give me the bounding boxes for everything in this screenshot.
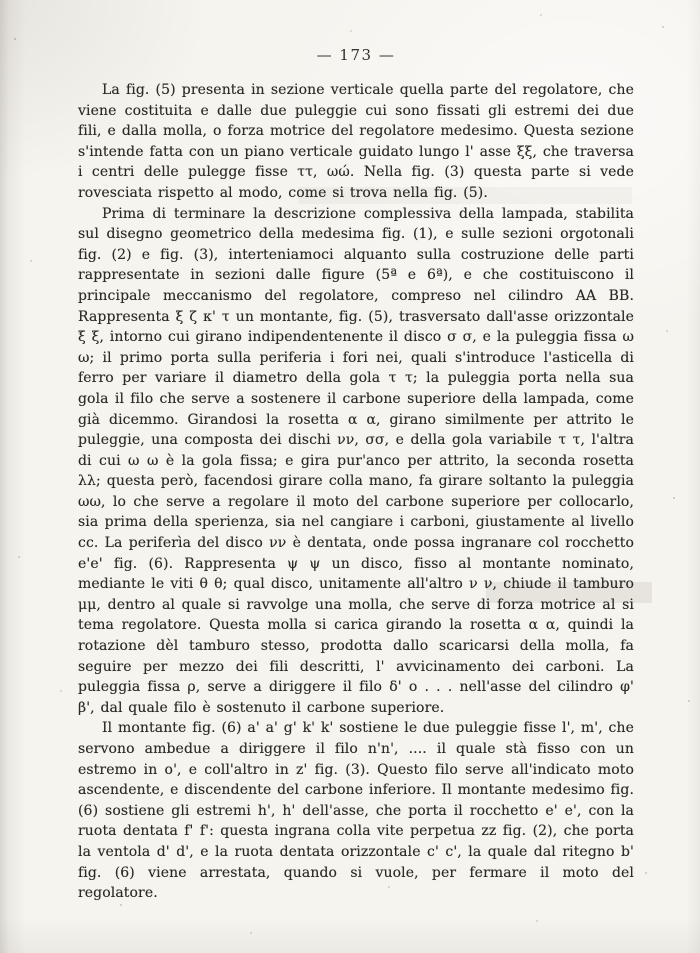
page-header [78,46,634,64]
text-block [78,80,634,904]
paper-speckles [0,0,2,2]
paragraph-2: Prima di terminare la descrizione complessiva della lampada, stabilita sul disegno geometrico della medesima fig. (1), e sulle sezioni orgotonali fig. (2) e fig. (3), interteniamoci alquanto sulla costruzione delle parti rappresentate in sezioni dalle figure (5ª e 6ª), e che costituiscono il principale meccanismo del regolatore, compreso nel cilindro AA BB. Rappresenta ξ ζ κ' τ un montante, fig. (5), trasversato dall'asse orizzontale ξ ξ, intorno cui girano indipendentenente il disco σ σ, e la puleggia fissa ω ω; il primo porta sulla periferia i fori nei, quali s'introduce l'asticella di ferro per variare il diametro della gola τ τ; la puleggia porta nella sua gola il filo che serve a sostenere il carbone superiore della lampada, come già dicemmo. Girandosi la rosetta α α, girano similmente per attrito le puleggie, una composta dei dischi νν, σσ, e della gola variabile τ τ, l'altra di cui ω ω è la gola fissa; e gira pur'anco per attrito, la seconda rosetta λλ; questa però, facendosi girare colla mano, fa girare soltanto la puleggia ωω, lo che serve a regolare il moto del carbone superiore per collocarlo, sia prima della sperienza, sia nel cangiare i carboni, giustamente al livello cc. La periferìa del disco νν è dentata, onde possa ingranare col rocchetto e'e' fig. (6). Rappresenta ψ ψ un disco, fisso al montante nominato, mediante le viti θ θ; qual disco, unitamente all'altro ν ν, chiude il tamburo μμ, dentro al quale si ravvolge una molla, che serve di forza motrice al si tema regolatore. Questa molla si carica girando la rosetta α α, quindi la rotazione dèl tamburo stesso, prodotta dallo scaricarsi della molla, fa seguire per mezzo dei fili descritti, l' avvicinamento dei carboni. La puleggia fissa ρ, serve a diriggere il filo δ' ο . . . nell'asse del cilindro φ' β', dal quale filo è sostenuto il carbone superiore. [78,205,634,716]
paragraph-1: La fig. (5) presenta in sezione verticale quella parte del regolatore, che viene costituita e dalle due puleggie cui sono fissati gli estremi dei due fili, e dalla molla, o forza motrice del regolatore medesimo. Questa sezione s'intende fatta con un piano verticale guidato lungo l' asse ξξ, che traversa i centri delle pulegge fisse ττ, ωώ. Nella fig. (3) questa parte si vede rovesciata rispetto al modo, come si trova nella fig. (5). [78,82,634,201]
paragraph-3: Il montante fig. (6) a' a' g' k' k' sostiene le due puleggie fisse l', m', che servono ambedue a diriggere il filo n'n', .... il quale stà fisso con un estremo in o', e coll'altro in z' fig. (3). Questo filo serve all'indicato moto ascendente, e discendente del carbone inferiore. Il montante medesimo fig. (6) sostiene gli estremi h', h' dell'asse, che porta il rocchetto e' e', con la ruota dentata f' f': questa ingrana colla vite perpetua zz fig. (2), che porta la ventola d' d', e la ruota dentata orizzontale c' c', la quale dal ritegno b' fig. (6) viene arrestata, quando si vuole, per fermare il moto del regolatore. [78,720,634,902]
page-number: — 173 — [316,46,396,64]
